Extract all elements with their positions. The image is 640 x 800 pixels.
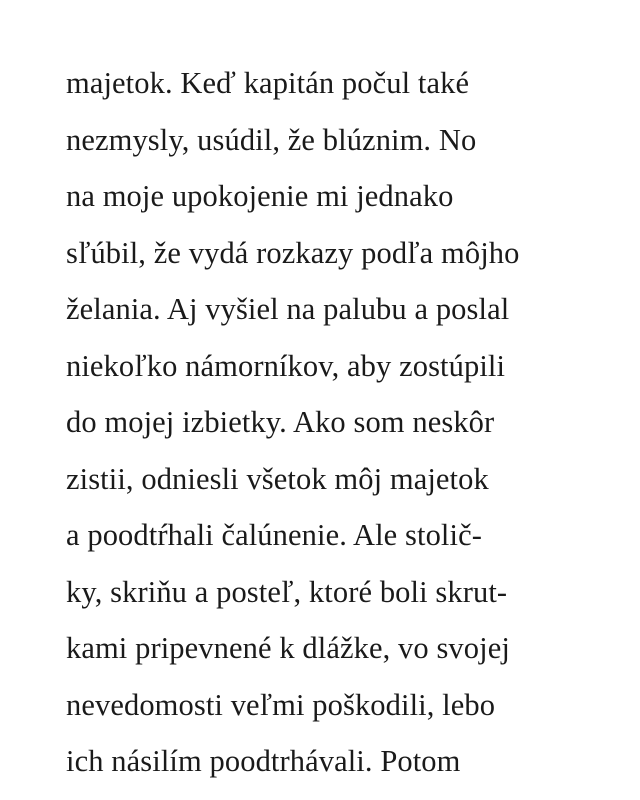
- text-line: na moje upokojenie mi jednako: [66, 179, 454, 213]
- text-line: niekoľko námorníkov, aby zostúpili: [66, 348, 506, 383]
- text-line: majetok. Keď kapitán počul také: [66, 66, 470, 100]
- text-line: nezmysly, usúdil, že blúznim. No: [66, 122, 477, 157]
- text-line: a poodtŕhali čalúnenie. Ale stolič-: [66, 518, 482, 552]
- text-line: želania. Aj vyšiel na palubu a poslal: [66, 292, 510, 326]
- text-line: zistii, odniesli všetok môj majetok: [66, 461, 489, 496]
- text-line: do mojej izbietky. Ako som neskôr: [66, 405, 495, 439]
- text-line: ky, skriňu a posteľ, ktoré boli skrut-: [66, 574, 508, 609]
- text-line: nevedomosti veľmi poškodili, lebo: [66, 687, 496, 722]
- text-line: sľúbil, že vydá rozkazy podľa môjho: [66, 235, 520, 270]
- text-line: kami pripevnené k dlážke, vo svojej: [66, 631, 510, 665]
- text-line: ich násilím poodtrhávali. Potom: [66, 744, 461, 778]
- page-text: [66, 55, 586, 790]
